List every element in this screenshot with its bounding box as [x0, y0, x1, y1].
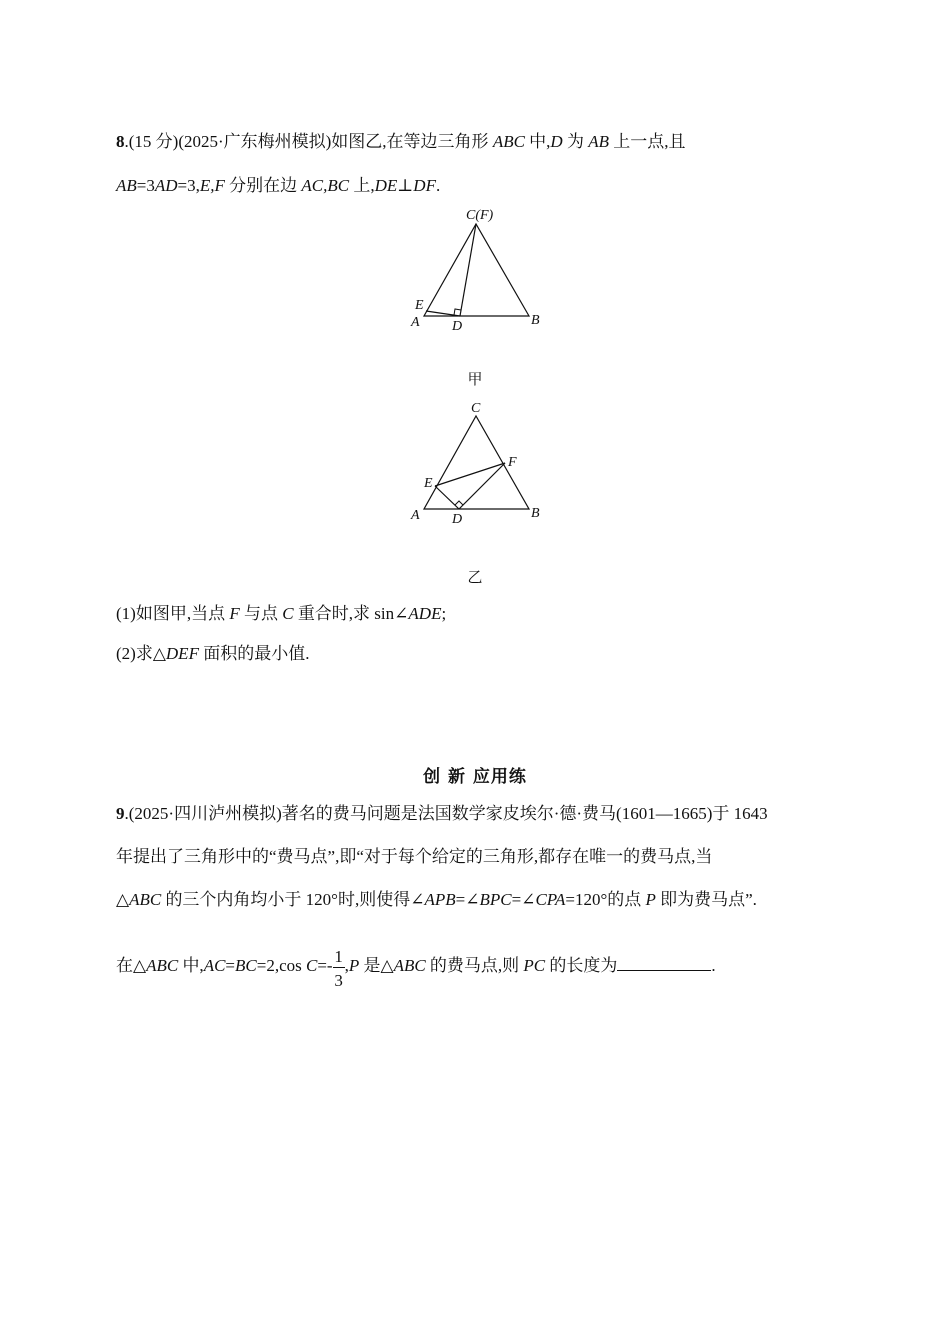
figure-yi-caption: 乙 — [467, 570, 483, 586]
label-e: E — [415, 298, 424, 313]
section-title: 创 新 应用练 — [423, 767, 527, 787]
q8-line2: AB=3AD=3,E,F 分别在边 AC,BC 上,DE⊥DF. — [116, 176, 441, 195]
label-a: A — [411, 315, 420, 330]
segment-de — [435, 486, 459, 509]
segment-ef — [435, 463, 505, 486]
label-f: F — [508, 455, 517, 470]
figure-yi — [400, 398, 560, 530]
label-e: E — [424, 476, 433, 491]
q8-part1: (1)如图甲,当点 F 与点 C 重合时,求 sin∠ADE; — [116, 604, 447, 623]
right-angle-mark — [455, 501, 463, 505]
answer-blank[interactable] — [617, 954, 711, 971]
figure-jia — [400, 200, 560, 340]
q9-line3: △ABC 的三个内角均小于 120°时,则使得∠APB=∠BPC=∠CPA=120°的点 P 即为费马点”. — [116, 890, 757, 909]
label-b: B — [531, 506, 540, 521]
figure-jia-caption: 甲 — [467, 372, 483, 388]
q8-line1: 8.(15 分)(2025·广东梅州模拟)如图乙,在等边三角形 ABC 中,D 为 AB 上一点,且 — [116, 132, 686, 151]
label-d: D — [452, 319, 463, 334]
q8-part2: (2)求△DEF 面积的最小值. — [116, 644, 310, 663]
label-a: A — [411, 508, 420, 523]
q9-line1: 9.(2025·四川泸州模拟)著名的费马问题是法国数学家皮埃尔·德·费马(1601—1665)于 1643 — [116, 804, 768, 823]
label-b: B — [531, 313, 540, 328]
label-c: C — [471, 401, 481, 416]
q8-number: 8 — [116, 132, 125, 151]
triangle-abc — [424, 224, 529, 316]
q9-line4: 在△ABC 中,AC=BC=2,cos C=- $\frac{1}{3}$ ,P 是△ABC 的费马点,则 PC 的长度为 . — [116, 947, 716, 991]
segment-df — [459, 463, 505, 509]
q9-number: 9 — [116, 804, 125, 823]
label-d: D — [452, 512, 463, 527]
label-cf: C(F) — [466, 208, 494, 223]
q9-line2: 年提出了三角形中的“费马点”,即“对于每个给定的三角形,都存在唯一的费马点,当 — [116, 847, 713, 866]
